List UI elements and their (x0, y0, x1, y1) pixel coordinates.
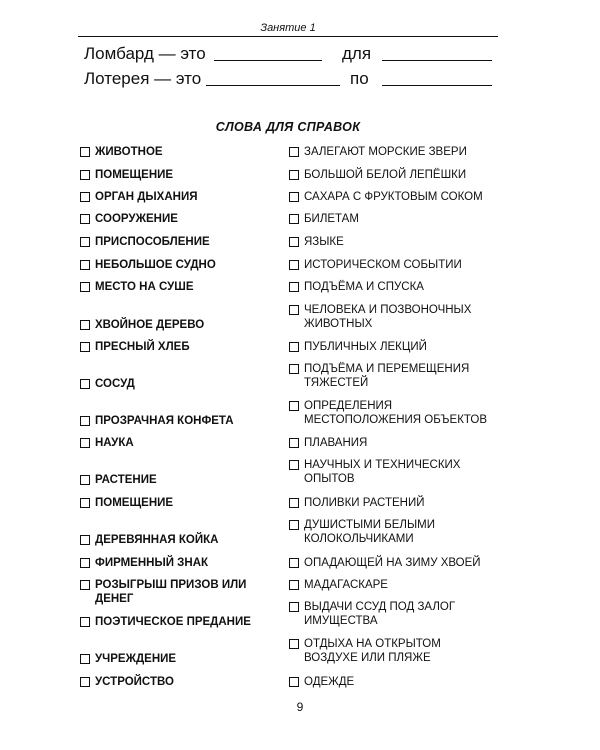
checkbox[interactable] (80, 558, 90, 568)
right-option[interactable]: МАДАГАСКАРЕ (289, 578, 504, 592)
checkbox[interactable] (80, 192, 90, 202)
checkbox[interactable] (80, 617, 90, 627)
right-option[interactable]: ОПАДАЮЩЕЙ НА ЗИМУ ХВОЕЙ (289, 556, 504, 570)
fill-in-row-lombard (84, 42, 496, 66)
left-option[interactable]: УЧРЕЖДЕНИЕ (80, 652, 280, 666)
right-option[interactable]: ОПРЕДЕЛЕНИЯ МЕСТОПОЛОЖЕНИЯ ОБЪЕКТОВ (289, 399, 504, 427)
left-option[interactable]: УСТРОЙСТВО (80, 675, 280, 689)
checkbox[interactable] (80, 580, 90, 590)
checkbox[interactable] (289, 260, 299, 270)
checkbox[interactable] (80, 475, 90, 485)
right-option[interactable]: ПУБЛИЧНЫХ ЛЕКЦИЙ (289, 340, 504, 354)
checkbox[interactable] (289, 460, 299, 470)
checkbox[interactable] (289, 639, 299, 649)
checkbox[interactable] (80, 677, 90, 687)
checkbox[interactable] (80, 260, 90, 270)
checkbox[interactable] (80, 535, 90, 545)
fill-in-connector: по (350, 69, 369, 88)
checkbox[interactable] (289, 401, 299, 411)
left-option[interactable]: РАСТЕНИЕ (80, 473, 280, 487)
left-option[interactable]: ОРГАН ДЫХАНИЯ (80, 190, 280, 204)
right-option[interactable]: БИЛЕТАМ (289, 212, 504, 226)
answer-blank-1[interactable] (206, 85, 340, 86)
checkbox[interactable] (289, 520, 299, 530)
checkbox[interactable] (80, 147, 90, 157)
answer-blank-2[interactable] (382, 60, 492, 61)
right-option[interactable]: БОЛЬШОЙ БЕЛОЙ ЛЕПЁШКИ (289, 168, 504, 182)
left-option[interactable]: МЕСТО НА СУШЕ (80, 280, 280, 294)
checkbox[interactable] (289, 170, 299, 180)
checkbox[interactable] (80, 282, 90, 292)
fill-in-row-loteria (84, 67, 496, 91)
checkbox[interactable] (289, 214, 299, 224)
header-divider (78, 36, 498, 37)
checkbox[interactable] (289, 147, 299, 157)
checkbox[interactable] (80, 416, 90, 426)
right-option[interactable]: ОДЕЖДЕ (289, 675, 504, 689)
section-title: СЛОВА ДЛЯ СПРАВОК (215, 120, 361, 134)
checkbox[interactable] (80, 237, 90, 247)
checkbox[interactable] (80, 320, 90, 330)
checkbox[interactable] (80, 214, 90, 224)
left-option[interactable]: РОЗЫГРЫШ ПРИЗОВ ИЛИ ДЕНЕГ (80, 578, 280, 606)
checkbox[interactable] (289, 602, 299, 612)
checkbox[interactable] (289, 192, 299, 202)
fill-in-label: Лотерея — это (84, 69, 202, 88)
right-option[interactable]: НАУЧНЫХ И ТЕХНИЧЕСКИХ ОПЫТОВ (289, 458, 504, 486)
left-option[interactable]: ДЕРЕВЯННАЯ КОЙКА (80, 533, 280, 547)
left-option[interactable]: ПОЭТИЧЕСКОЕ ПРЕДАНИЕ (80, 615, 280, 629)
checkbox[interactable] (289, 498, 299, 508)
right-option[interactable]: САХАРА С ФРУКТОВЫМ СОКОМ (289, 190, 504, 204)
right-option[interactable]: ПОДЪЁМА И ПЕРЕМЕЩЕНИЯ ТЯЖЕСТЕЙ (289, 362, 504, 390)
checkbox[interactable] (80, 654, 90, 664)
right-option[interactable]: ЯЗЫКЕ (289, 235, 504, 249)
left-option[interactable]: НАУКА (80, 436, 280, 450)
fill-in-label: Ломбард — это (84, 44, 206, 63)
checkbox[interactable] (80, 498, 90, 508)
page-number: 9 (296, 700, 304, 714)
right-option[interactable]: ДУШИСТЫМИ БЕЛЫМИ КОЛОКОЛЬЧИКАМИ (289, 518, 504, 546)
left-option[interactable]: ЖИВОТНОЕ (80, 145, 280, 159)
answer-blank-2[interactable] (382, 85, 492, 86)
right-option[interactable]: ИСТОРИЧЕСКОМ СОБЫТИИ (289, 258, 504, 272)
right-option[interactable]: ОТДЫХА НА ОТКРЫТОМ ВОЗДУХЕ ИЛИ ПЛЯЖЕ (289, 637, 504, 665)
checkbox[interactable] (80, 342, 90, 352)
checkbox[interactable] (289, 364, 299, 374)
right-option[interactable]: ПОЛИВКИ РАСТЕНИЙ (289, 496, 504, 510)
left-option[interactable]: ПРЕСНЫЙ ХЛЕБ (80, 340, 280, 354)
checkbox[interactable] (289, 237, 299, 247)
left-option[interactable]: ФИРМЕННЫЙ ЗНАК (80, 556, 280, 570)
left-option[interactable]: ПОМЕЩЕНИЕ (80, 168, 280, 182)
left-option[interactable]: ПРИСПОСОБЛЕНИЕ (80, 235, 280, 249)
checkbox[interactable] (289, 438, 299, 448)
left-option[interactable]: ПРОЗРАЧНАЯ КОНФЕТА (80, 414, 280, 428)
right-option[interactable]: ВЫДАЧИ ССУД ПОД ЗАЛОГ ИМУЩЕСТВА (289, 600, 504, 628)
fill-in-connector: для (342, 44, 372, 63)
left-option[interactable]: ХВОЙНОЕ ДЕРЕВО (80, 318, 280, 332)
checkbox[interactable] (80, 438, 90, 448)
checkbox[interactable] (289, 677, 299, 687)
left-option[interactable]: СООРУЖЕНИЕ (80, 212, 280, 226)
checkbox[interactable] (80, 170, 90, 180)
lesson-header: Занятие 1 (260, 22, 316, 34)
left-option[interactable]: ПОМЕЩЕНИЕ (80, 496, 280, 510)
checkbox[interactable] (289, 580, 299, 590)
left-option[interactable]: СОСУД (80, 377, 280, 391)
answer-blank-1[interactable] (214, 60, 322, 61)
checkbox[interactable] (289, 558, 299, 568)
right-option[interactable]: ПОДЪЁМА И СПУСКА (289, 280, 504, 294)
right-option[interactable]: ЧЕЛОВЕКА И ПОЗВОНОЧНЫХ ЖИВОТНЫХ (289, 303, 504, 331)
checkbox[interactable] (289, 342, 299, 352)
checkbox[interactable] (80, 379, 90, 389)
left-option[interactable]: НЕБОЛЬШОЕ СУДНО (80, 258, 280, 272)
checkbox[interactable] (289, 305, 299, 315)
right-option[interactable]: ПЛАВАНИЯ (289, 436, 504, 450)
checkbox[interactable] (289, 282, 299, 292)
right-option[interactable]: ЗАЛЕГАЮТ МОРСКИЕ ЗВЕРИ (289, 145, 504, 159)
